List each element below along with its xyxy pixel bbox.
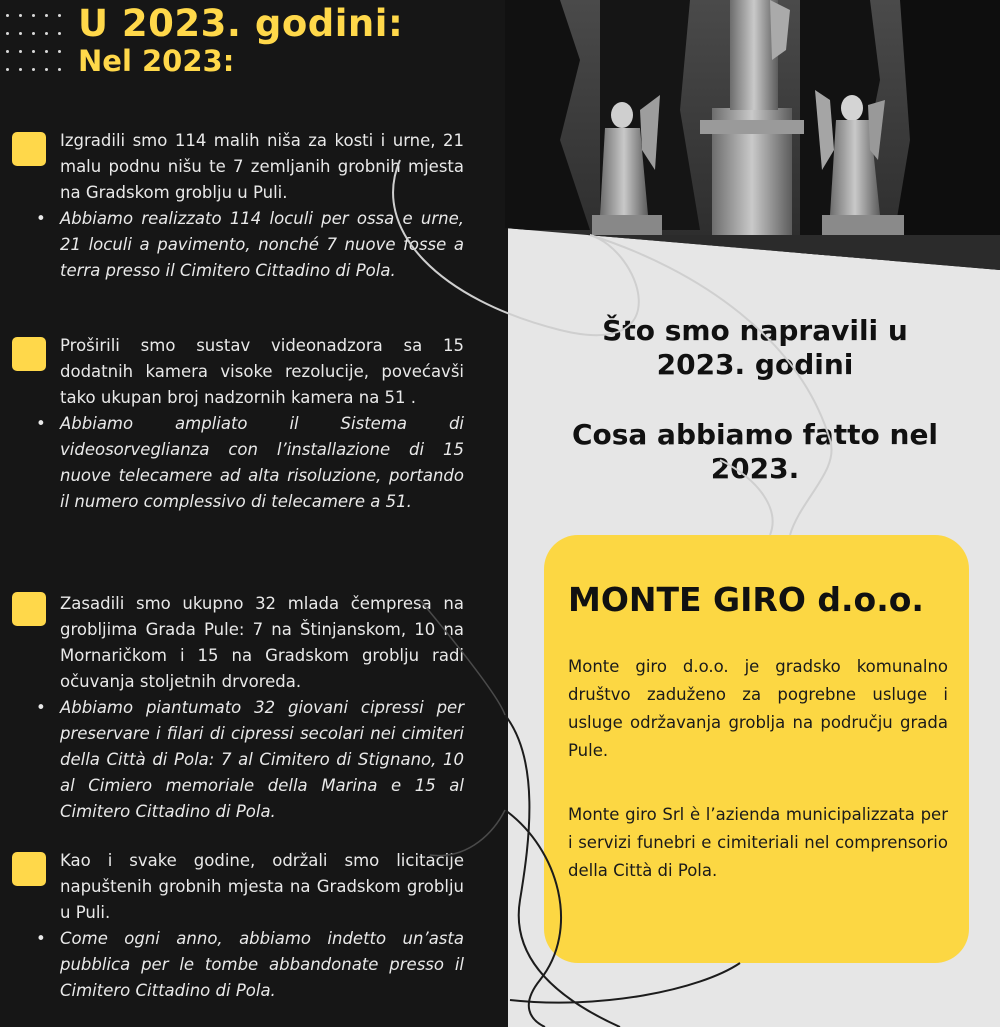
dot — [45, 50, 48, 53]
bullet-dot: • — [36, 698, 46, 717]
list-item — [36, 128, 464, 284]
italian-text: Abbiamo ampliato il Sistema di videosorveglianza con l’installazione di 15 nuove telecamere ad alta risoluzione, portando il numero complessivo di telecamere a 51. — [60, 414, 464, 511]
card-text-croatian: Monte giro d.o.o. je gradsko komunalno društvo zaduženo za pogrebne usluge i usluge održavanja groblja na području grada Pule. — [568, 657, 948, 760]
list-item — [36, 848, 464, 1004]
item-text-croatian: Proširili smo sustav videonadzora sa 15 dodatnih kamera visoke rezolucije, povećavši tako ukupan broj nadzornih kamera na 51 . — [60, 336, 464, 407]
bullet-dot: • — [36, 929, 46, 948]
dot — [32, 32, 35, 35]
company-info-card — [544, 535, 969, 963]
list-item — [36, 591, 464, 825]
bullet-square-icon — [12, 337, 46, 371]
dot — [45, 14, 48, 17]
headline-croatian: Što smo napravili u 2023. godini — [602, 314, 908, 381]
dot — [19, 68, 22, 71]
dot — [45, 32, 48, 35]
dot — [19, 32, 22, 35]
card-text-italian: Monte giro Srl è l’azienda municipalizzata per i servizi funebri e cimiteriali nel comprensorio della Città di Pola. — [568, 805, 948, 880]
bullet-dot: • — [36, 414, 46, 433]
bullet-dot: • — [36, 209, 46, 228]
dot — [58, 50, 61, 53]
dot — [19, 14, 22, 17]
dot — [58, 32, 61, 35]
italian-text: Abbiamo piantumato 32 giovani cipressi per preservare i filari di cipressi secolari nei cimiteri della Città di Pola: 7 al Cimitero di Stignano, 10 al Cimiero memoriale della Marina e 15 al Cimitero Cittadino di Pola. — [60, 698, 464, 821]
item-text-italian — [36, 926, 464, 1004]
dot — [32, 68, 35, 71]
bullet-square-icon — [12, 132, 46, 166]
dot — [19, 50, 22, 53]
bullet-square-icon — [12, 852, 46, 886]
dot — [6, 50, 9, 53]
bullet-square-icon — [12, 592, 46, 626]
italian-text: Abbiamo realizzato 114 loculi per ossa e urne, 21 loculi a pavimento, nonché 7 nuove fosse a terra presso il Cimitero Cittadino di Pola. — [60, 209, 464, 280]
italian-text: Come ogni anno, abbiamo indetto un’asta pubblica per le tombe abbandonate presso il Cimitero Cittadino di Pola. — [60, 929, 464, 1000]
title-croatian: U 2023. godini: — [78, 2, 404, 45]
headline-italian: Cosa abbiamo fatto nel 2023. — [571, 418, 939, 485]
dot — [32, 50, 35, 53]
dot — [6, 14, 9, 17]
item-text-italian — [36, 206, 464, 284]
dot — [58, 68, 61, 71]
item-text-croatian: Zasadili smo ukupno 32 mlada čempresa na grobljima Grada Pule: 7 na Štinjanskom, 10 na Mornaričkom i 15 na Gradskom groblju radi očuvanja stoljetnih drvoreda. — [60, 594, 464, 691]
card-title: MONTE GIRO d.o.o. — [568, 580, 924, 619]
title-italian: Nel 2023: — [78, 44, 235, 78]
item-text-italian — [36, 695, 464, 825]
item-text-croatian: Kao i svake godine, održali smo licitacije napuštenih grobnih mjesta na Gradskom groblju u Puli. — [60, 851, 464, 922]
item-text-italian — [36, 411, 464, 515]
list-item — [36, 333, 464, 515]
dot — [32, 14, 35, 17]
item-text-croatian: Izgradili smo 114 malih niša za kosti i urne, 21 malu podnu nišu te 7 zemljanih grobnih mjesta na Gradskom groblju u Puli. — [60, 131, 464, 202]
dot — [6, 32, 9, 35]
dot — [6, 68, 9, 71]
dot — [45, 68, 48, 71]
dot — [58, 14, 61, 17]
